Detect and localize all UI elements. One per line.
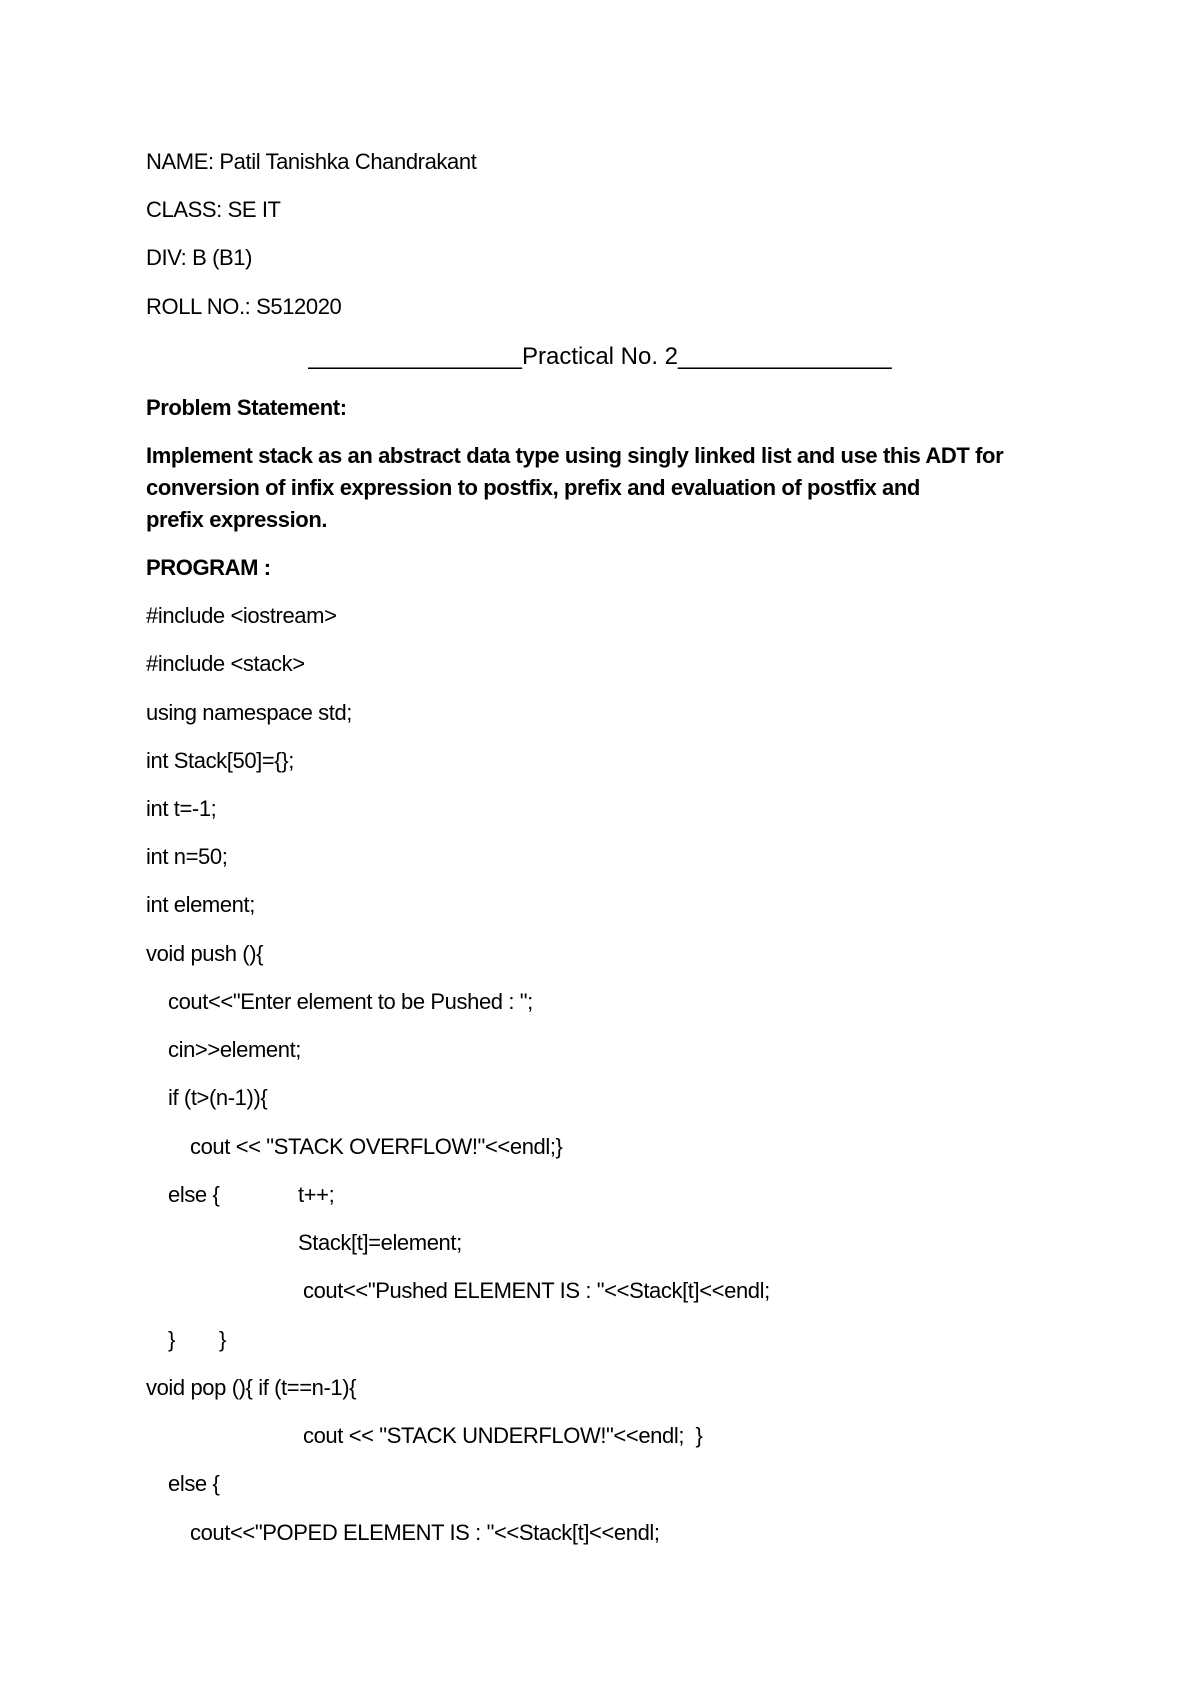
- code-line: void push (){: [146, 941, 264, 966]
- code-line: int t=-1;: [146, 796, 217, 821]
- code-line: int n=50;: [146, 844, 228, 869]
- problem-statement-line: conversion of infix expression to postfix, prefix and evaluation of postfix and: [146, 475, 920, 500]
- code-line: #include <iostream>: [146, 603, 337, 628]
- student-name: NAME: Patil Tanishka Chandrakant: [146, 149, 477, 174]
- problem-statement-line: Implement stack as an abstract data type using singly linked list and use this ADT for: [146, 443, 1004, 468]
- code-line: else {: [168, 1182, 220, 1207]
- code-line: void pop (){ if (t==n-1){: [146, 1375, 357, 1400]
- code-line: cout << "STACK UNDERFLOW!"<<endl; }: [303, 1423, 703, 1448]
- code-line: Stack[t]=element;: [298, 1230, 462, 1255]
- code-line: cout<<"Pushed ELEMENT IS : "<<Stack[t]<<endl;: [303, 1278, 770, 1303]
- student-class: CLASS: SE IT: [146, 197, 281, 222]
- code-line: }: [219, 1327, 226, 1352]
- program-heading: PROGRAM :: [146, 555, 271, 580]
- code-line: cout<<"Enter element to be Pushed : ";: [168, 989, 533, 1014]
- code-line: if (t>(n-1)){: [168, 1085, 268, 1110]
- code-line: int Stack[50]={};: [146, 748, 294, 773]
- student-division: DIV: B (B1): [146, 245, 253, 270]
- code-line: using namespace std;: [146, 700, 353, 725]
- practical-title: ________________Practical No. 2________________: [308, 343, 892, 370]
- problem-statement-line: prefix expression.: [146, 507, 328, 532]
- code-line: cin>>element;: [168, 1037, 301, 1062]
- code-line: int element;: [146, 892, 255, 917]
- problem-statement-heading: Problem Statement:: [146, 395, 347, 420]
- code-line: else {: [168, 1471, 220, 1496]
- code-line: t++;: [298, 1182, 335, 1207]
- code-line: }: [168, 1327, 175, 1352]
- code-line: cout << "STACK OVERFLOW!"<<endl;}: [190, 1134, 563, 1159]
- student-roll-number: ROLL NO.: S512020: [146, 294, 342, 319]
- code-line: cout<<"POPED ELEMENT IS : "<<Stack[t]<<endl;: [190, 1520, 660, 1545]
- code-line: #include <stack>: [146, 651, 305, 676]
